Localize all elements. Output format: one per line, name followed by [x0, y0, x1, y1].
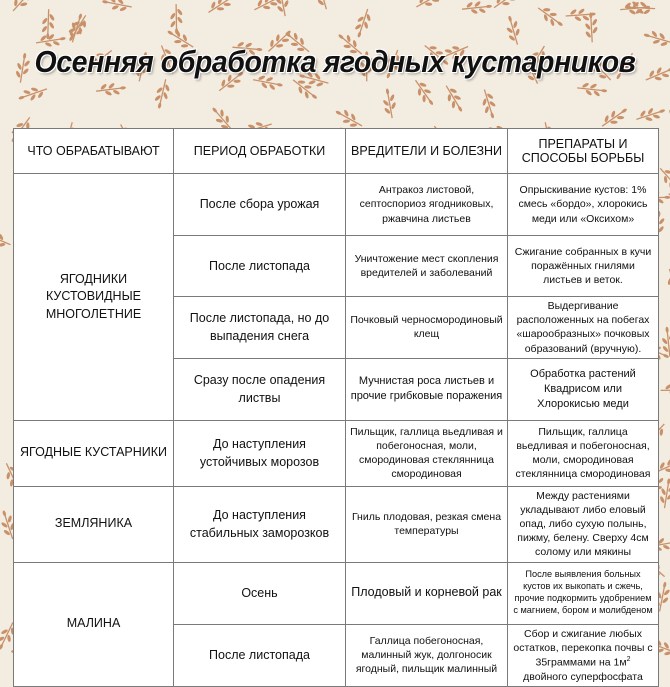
sprig-decoration — [490, 0, 522, 13]
sprig-decoration — [101, 0, 133, 14]
sprig-decoration — [503, 14, 524, 47]
pests-cell: Плодовый и корневой рак — [346, 562, 508, 624]
header-measures: ПРЕПАРАТЫ И СПОСОБЫ БОРЬБЫ — [508, 129, 659, 174]
measures-text: Сбор и сжигание любых остатков, перекопка почвы с 35граммами на 1м — [513, 627, 653, 669]
sprig-decoration — [665, 188, 670, 217]
sprig-decoration — [152, 78, 172, 110]
sprig-decoration — [576, 81, 607, 98]
sprig-decoration — [642, 28, 670, 49]
header-what: ЧТО ОБРАБАТЫВАЮТ — [14, 129, 174, 174]
period-cell: После листопада — [174, 624, 346, 686]
sprig-decoration — [461, 0, 492, 16]
period-cell: До наступления стабильных заморозков — [174, 486, 346, 562]
measures-cell: Между растениями укладывают либо еловый опад, либо сухую полынь, пижму, белену. Сверху 4см солому или мякины — [508, 486, 659, 562]
measures-text-tail: двойного суперфосфата — [523, 670, 643, 683]
measures-cell: Пильщик, галлица вьедливая и побегоносная, моли, смородиновая стеклянница смородиновая — [508, 420, 659, 486]
pests-cell: Мучнистая роса листьев и прочие грибковые поражения — [346, 358, 508, 420]
measures-cell — [508, 624, 659, 686]
measures-superscript: 2 — [626, 655, 631, 663]
sprig-decoration — [169, 4, 183, 34]
measures-cell: Выдергивание расположенных на побегах «шарообразных» почковых образований (вручную). — [508, 297, 659, 359]
sprig-decoration — [534, 2, 566, 31]
sprig-decoration — [8, 0, 38, 16]
sprig-decoration — [352, 7, 374, 40]
pests-cell: Почковый черносмородиновый клещ — [346, 297, 508, 359]
sprig-decoration — [643, 62, 670, 86]
period-cell: После листопада, но до выпадения снега — [174, 297, 346, 359]
sprig-decoration — [273, 0, 292, 17]
sprig-decoration — [660, 326, 670, 357]
group-name: МАЛИНА — [14, 562, 174, 686]
period-cell: Осень — [174, 562, 346, 624]
measures-cell: Опрыскивание кустов: 1% смесь «бордо», хлорокись меди или «Оксихом» — [508, 174, 659, 236]
group-name: ЗЕМЛЯНИКА — [14, 486, 174, 562]
pests-cell: Галлица побегоносная, малинный жук, долгоносик ягодный, пильщик малинный — [346, 624, 508, 686]
pests-cell: Антракоз листовой, септоспориоз ягодниковых, ржавчина листьев — [346, 174, 508, 236]
sprig-decoration — [95, 81, 126, 98]
sprig-decoration — [410, 76, 438, 108]
sprig-decoration — [663, 267, 670, 300]
measures-cell: Обработка растений Квадрисом или Хлорокисью меди — [508, 358, 659, 420]
table-row — [14, 486, 659, 562]
sprig-decoration — [380, 87, 399, 119]
sprig-decoration — [440, 82, 467, 115]
table-row — [14, 562, 659, 624]
group-name: ЯГОДНЫЕ КУСТАРНИКИ — [14, 420, 174, 486]
sprig-decoration — [64, 12, 92, 45]
sprig-decoration — [205, 0, 238, 18]
pests-cell: Пильщик, галлица вьедливая и побегоносная, моли, смородиновая стеклянница смородиновая — [346, 420, 508, 486]
measures-cell: Сжигание собранных в кучи поражённых гнилями листьев и веток. — [508, 236, 659, 297]
table-header-row — [14, 129, 659, 174]
sprig-decoration — [478, 88, 500, 121]
period-cell: Сразу после опадения листвы — [174, 358, 346, 420]
sprig-decoration — [0, 227, 13, 251]
treatment-table — [13, 128, 659, 687]
sprig-decoration — [634, 104, 667, 126]
period-cell: До наступления устойчивых морозов — [174, 420, 346, 486]
sprig-decoration — [312, 0, 333, 11]
measures-cell: После выявления больных кустов их выкопать и сжечь, прочие подкормить удобрением с магнием, бором и молибденом — [508, 562, 659, 624]
header-period: ПЕРИОД ОБРАБОТКИ — [174, 129, 346, 174]
period-cell: После сбора урожая — [174, 174, 346, 236]
header-pests: ВРЕДИТЕЛИ И БОЛЕЗНИ — [346, 129, 508, 174]
sprig-decoration — [16, 82, 49, 105]
group-name: ЯГОДНИКИ КУСТОВИДНЫЕ МНОГОЛЕТНИЕ — [14, 174, 174, 421]
pests-cell: Уничтожение мест скопления вредителей и заболеваний — [346, 236, 508, 297]
page-title: Осенняя обработка ягодных кустарников — [34, 44, 636, 79]
period-cell: После листопада — [174, 236, 346, 297]
table-row — [14, 420, 659, 486]
pests-cell: Гниль плодовая, резкая смена температуры — [346, 486, 508, 562]
sprig-decoration — [413, 0, 446, 13]
table-row — [14, 174, 659, 236]
sprig-decoration — [660, 383, 670, 397]
sprig-decoration — [625, 0, 656, 15]
